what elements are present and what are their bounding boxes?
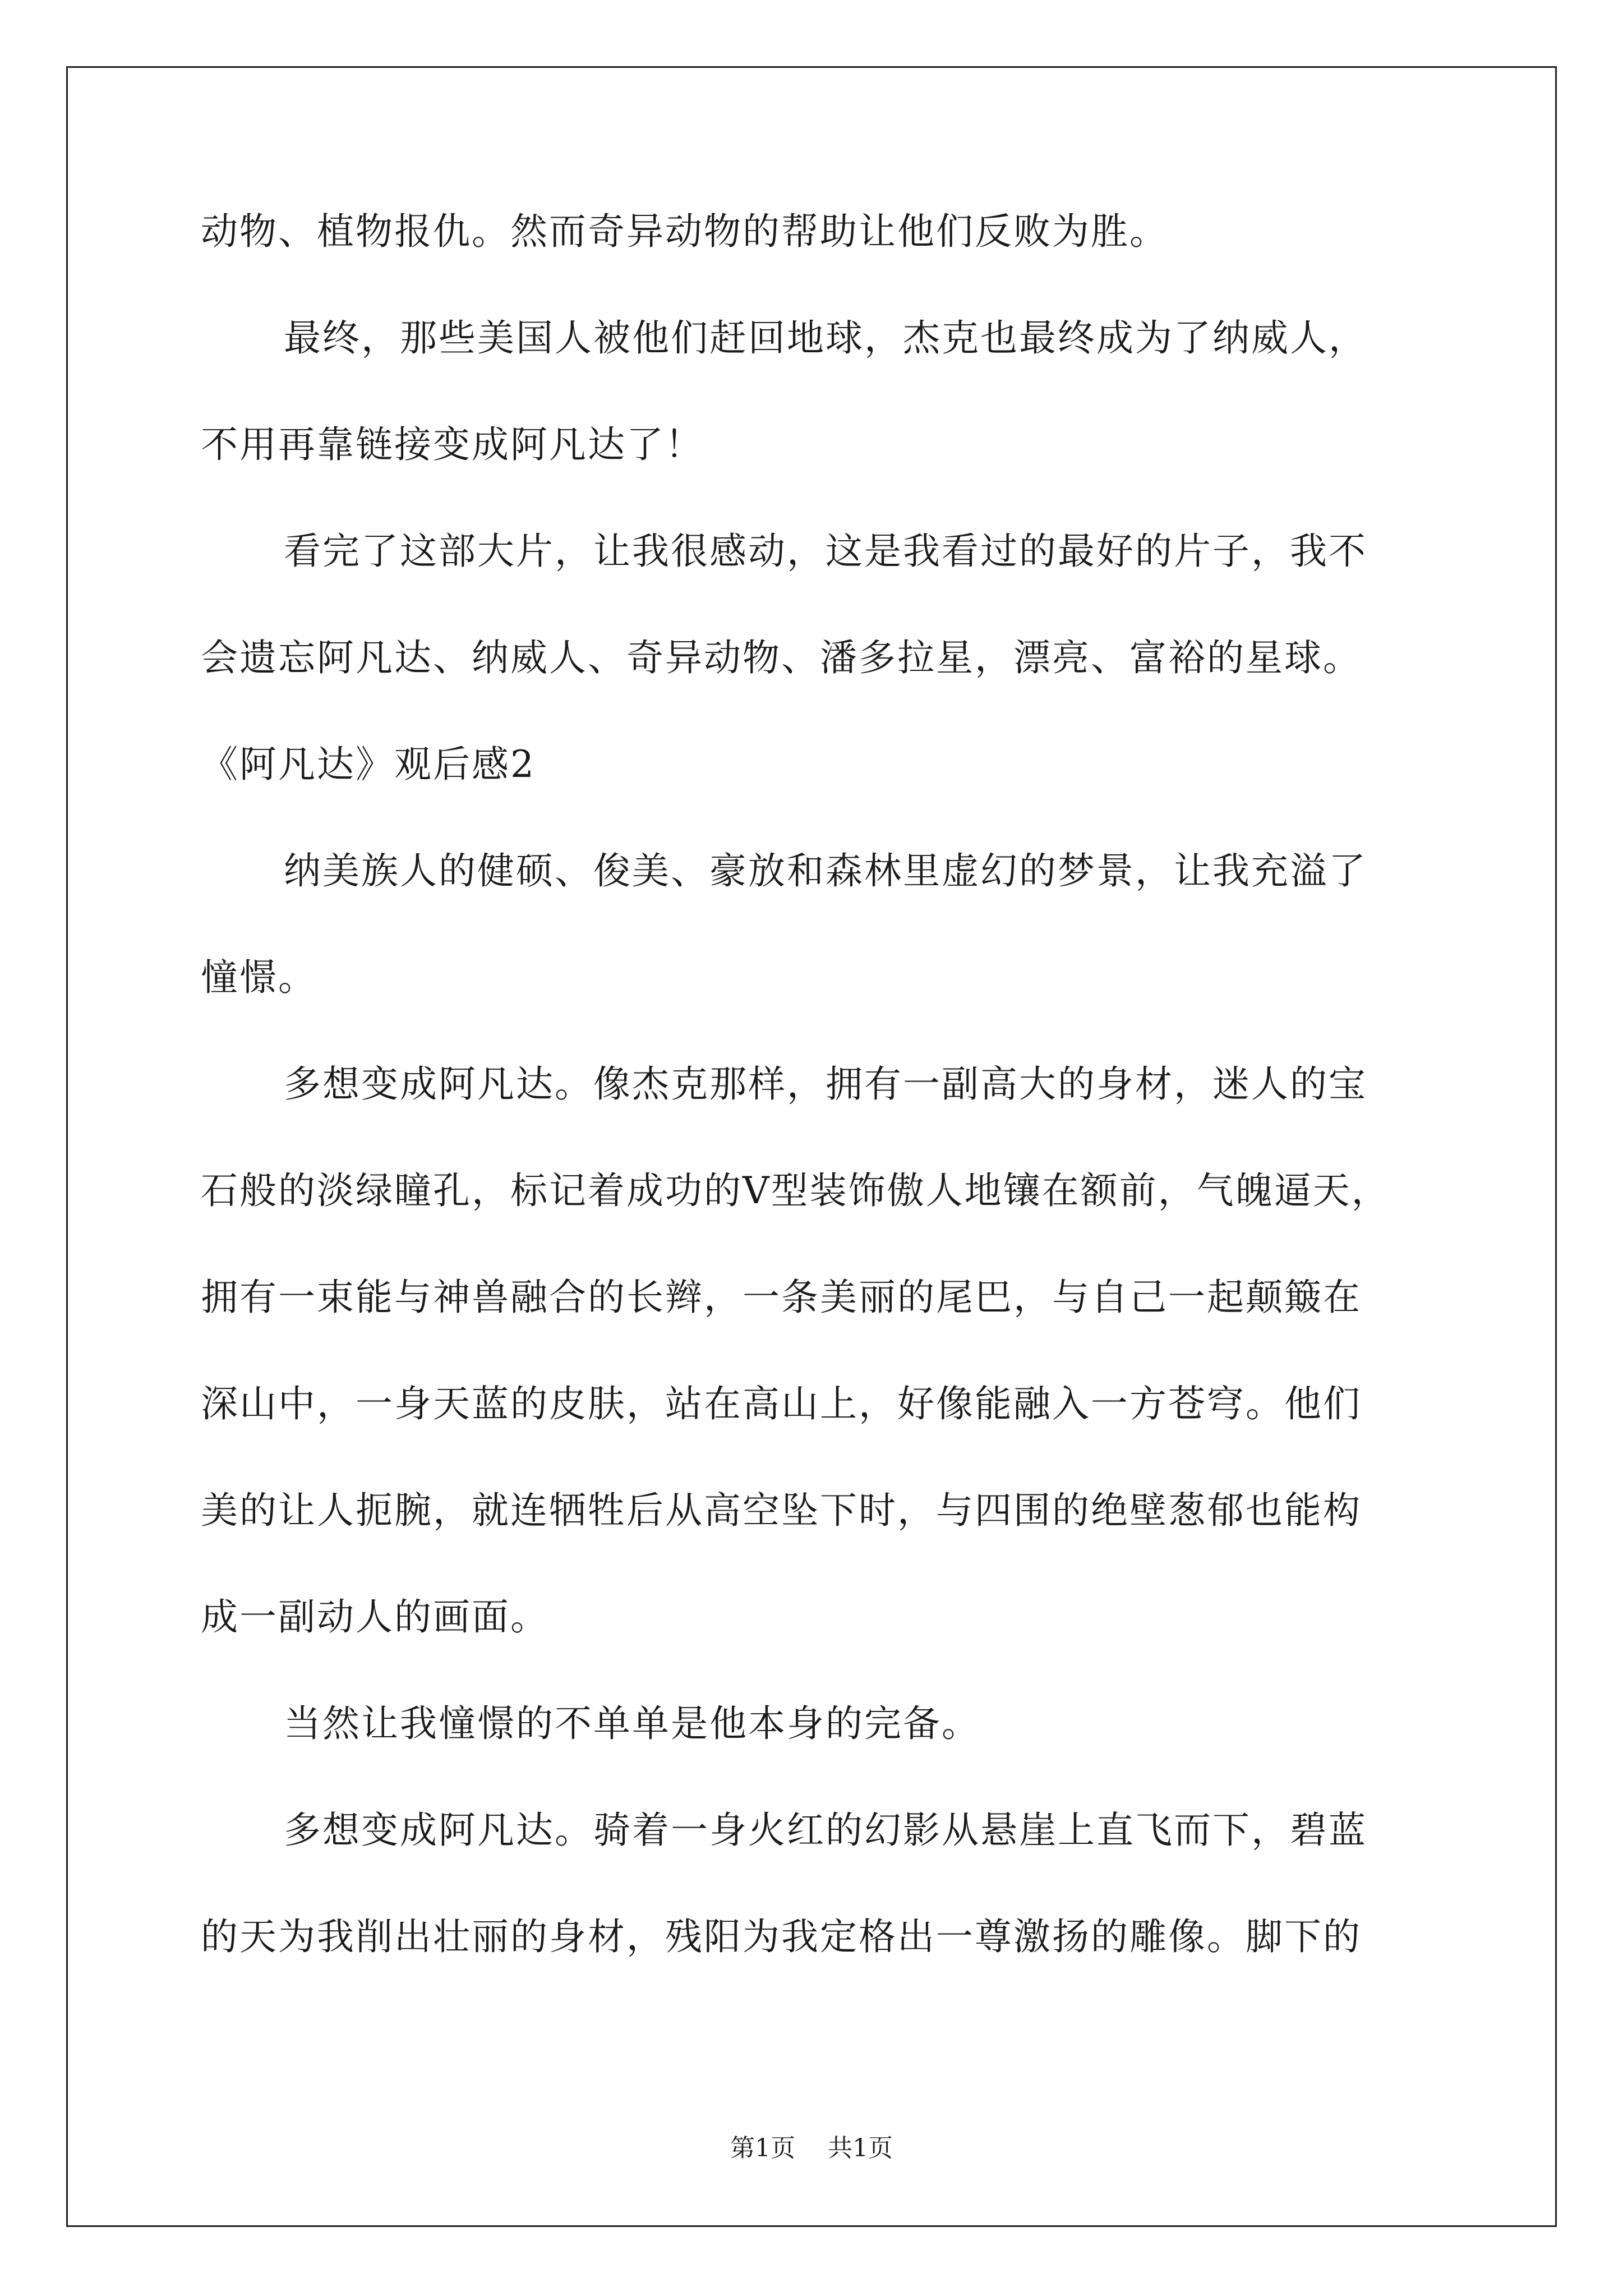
- text-line: 美的让人扼腕，就连牺牲后从高空坠下时，与四围的绝壁葱郁也能构: [201, 1489, 1362, 1532]
- text-line: 不用再靠链接变成阿凡达了！: [201, 423, 704, 466]
- text-line: 多想变成阿凡达。像杰克那样，拥有一副高大的身材，迷人的宝: [284, 1062, 1367, 1106]
- text-line: 纳美族人的健硕、俊美、豪放和森林里虚幻的梦景，让我充溢了: [284, 849, 1367, 892]
- section-heading: 《阿凡达》观后感2: [201, 743, 536, 786]
- document-body: [201, 210, 1435, 2025]
- page-number: 第1页: [730, 2134, 795, 2162]
- text-line: 看完了这部大片，让我很感动，这是我看过的最好的片子，我不: [284, 530, 1367, 573]
- text-line: 当然让我憧憬的不单单是他本身的完备。: [284, 1702, 980, 1745]
- page-footer: [0, 2136, 1623, 2161]
- text-line: 的天为我削出壮丽的身材，残阳为我定格出一尊激扬的雕像。脚下的: [201, 1915, 1362, 1958]
- text-line: 多想变成阿凡达。骑着一身火红的幻影从悬崖上直飞而下，碧蓝: [284, 1809, 1367, 1852]
- page-total: 共1页: [828, 2134, 893, 2162]
- text-line: 憧憬。: [201, 956, 317, 999]
- text-line: 成一副动人的画面。: [201, 1595, 549, 1639]
- text-line: 石般的淡绿瞳孔，标记着成功的V型装饰傲人地镶在额前，气魄逼天，: [201, 1169, 1390, 1212]
- text-line: 最终，那些美国人被他们赶回地球，杰克也最终成为了纳威人，: [284, 316, 1367, 360]
- text-line: 会遗忘阿凡达、纳威人、奇异动物、潘多拉星，漂亮、富裕的星球。: [201, 636, 1362, 679]
- text-line: 拥有一束能与神兽融合的长辫，一条美丽的尾巴，与自己一起颠簸在: [201, 1276, 1362, 1319]
- text-line: 深山中，一身天蓝的皮肤，站在高山上，好像能融入一方苍穹。他们: [201, 1382, 1362, 1425]
- text-line: 动物、植物报仇。然而奇异动物的帮助让他们反败为胜。: [201, 210, 1168, 253]
